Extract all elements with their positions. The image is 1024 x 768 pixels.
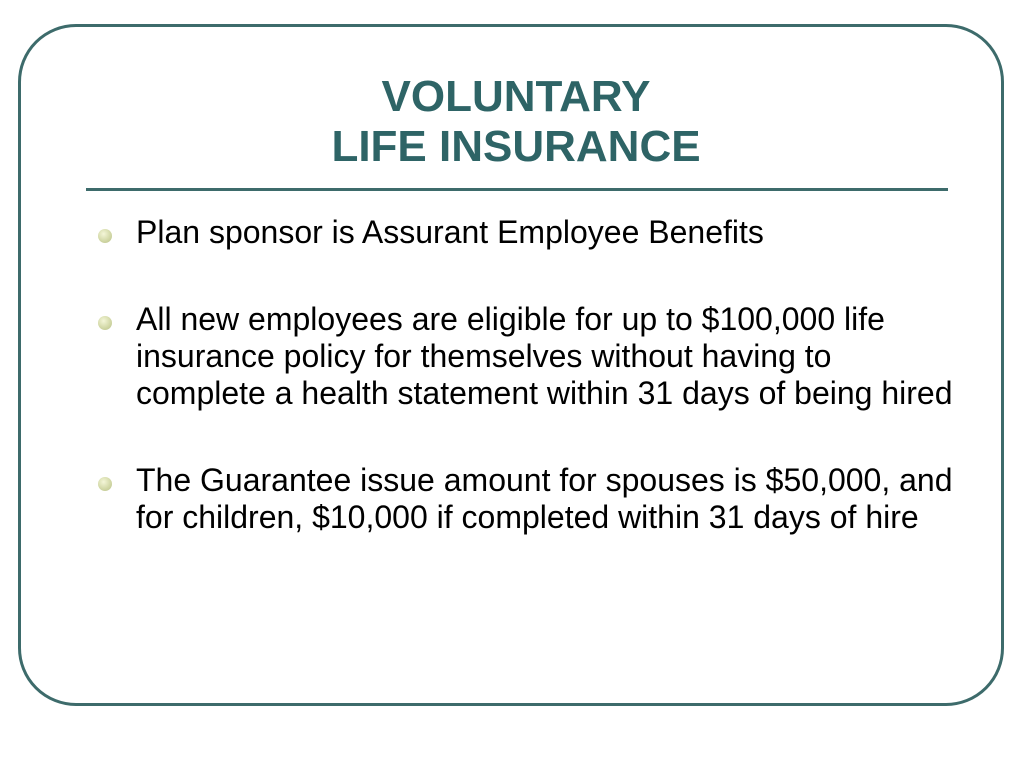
- bullet-dot-icon: [98, 477, 112, 491]
- bullet-dot-icon: [98, 316, 112, 330]
- title-line-1: VOLUNTARY: [381, 72, 651, 121]
- slide-title: [86, 72, 946, 172]
- bullet-item-plan-sponsor: [98, 214, 958, 251]
- bullet-text: All new employees are eligible for up to $100,000 life insurance policy for themselves without having to complete a health statement within 31 days of being hired: [136, 301, 953, 411]
- bullet-item-eligibility: [98, 301, 958, 412]
- bullet-item-guarantee-issue: [98, 462, 958, 536]
- bullet-text: Plan sponsor is Assurant Employee Benefits: [136, 214, 764, 250]
- bullet-list: [98, 214, 958, 586]
- title-divider: [86, 188, 948, 191]
- bullet-dot-icon: [98, 229, 112, 243]
- bullet-text: The Guarantee issue amount for spouses is $50,000, and for children, $10,000 if completed within 31 days of hire: [136, 462, 953, 535]
- title-line-2: LIFE INSURANCE: [331, 122, 701, 171]
